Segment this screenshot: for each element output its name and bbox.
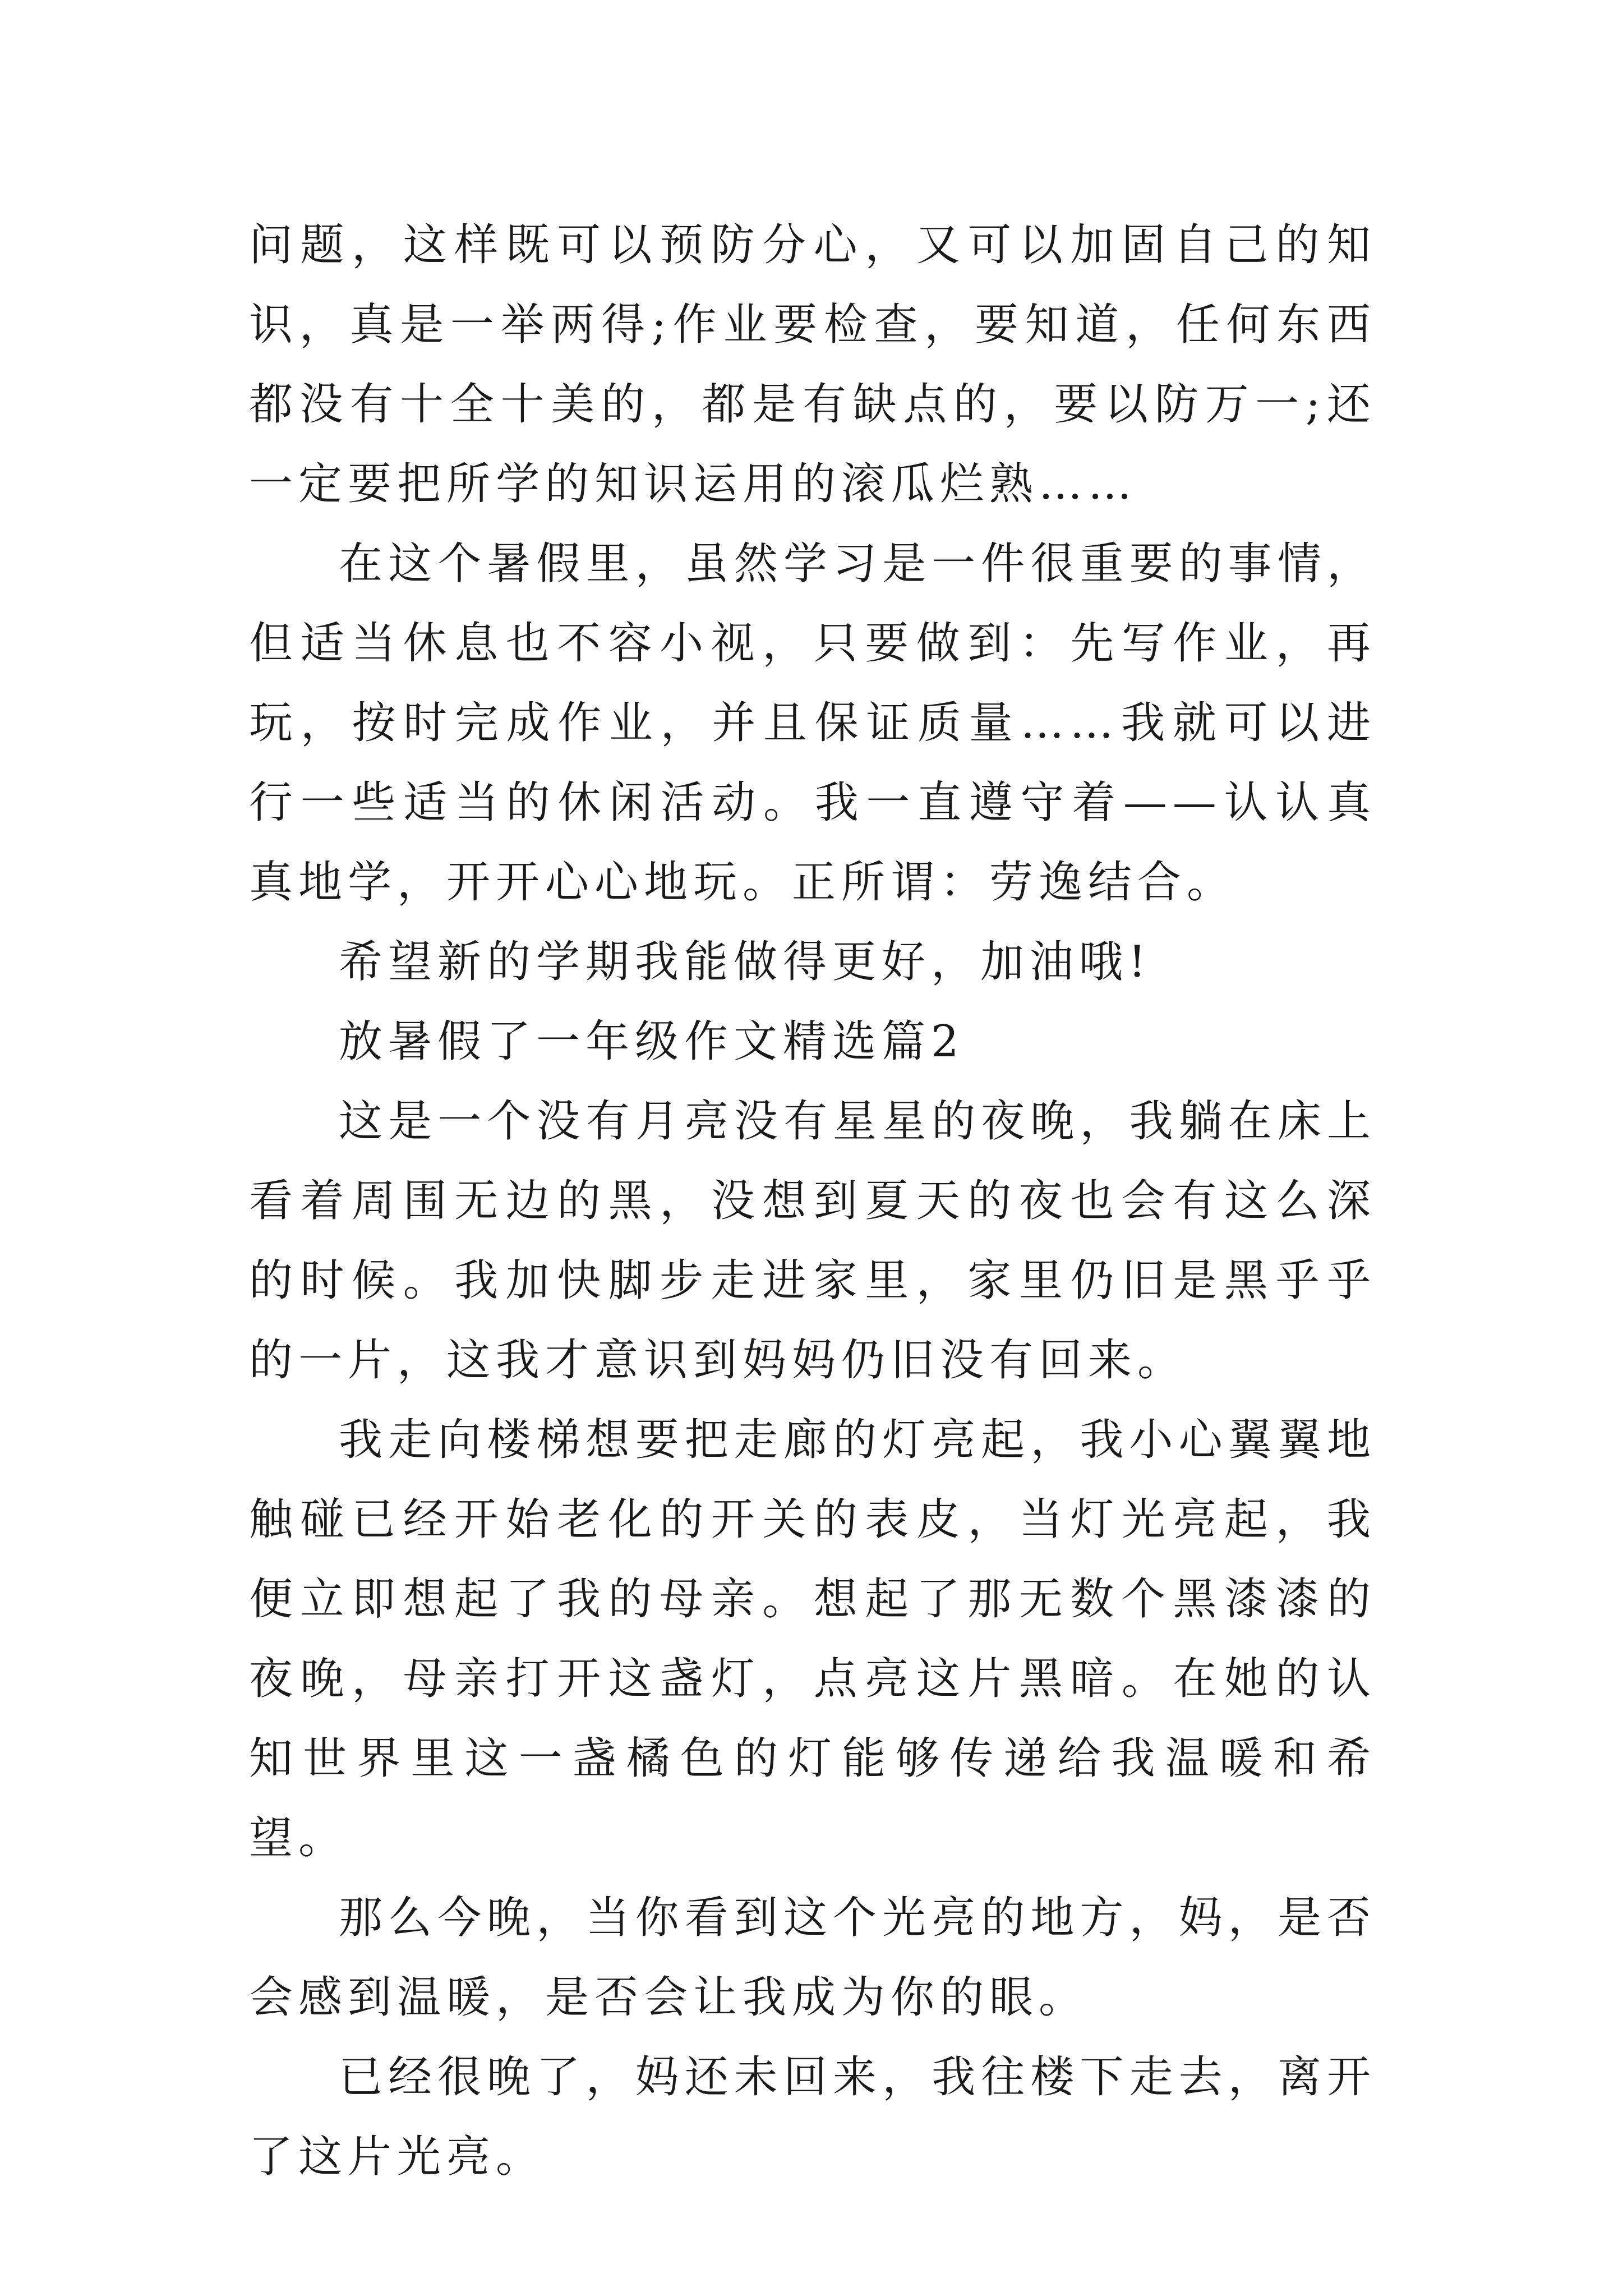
section-heading: 放暑假了一年级作文精选篇2	[339, 1016, 965, 1067]
paragraph-1: 问题，这样既可以预防分心，又可以加固自己的知识，真是一举两得;作业要检查，要知道，任何东西都没有十全十美的，都是有缺点的，要以防万一;还一定要把所学的知识运用的滚瓜烂熟……	[249, 220, 1376, 509]
paragraph-4: 这是一个没有月亮没有星星的夜晚，我躺在床上看着周围无边的黑，没想到夏天的夜也会有这么深的时候。我加快脚步走进家里，家里仍旧是黑乎乎的一片，这我才意识到妈妈仍旧没有回来。	[249, 1096, 1376, 1386]
paragraph-7: 已经很晚了，妈还未回来，我往楼下走去，离开了这片光亮。	[249, 2052, 1376, 2182]
document-body	[249, 205, 1376, 2197]
paragraph-5: 我走向楼梯想要把走廊的灯亮起，我小心翼翼地触碰已经开始老化的开关的表皮，当灯光亮起，我便立即想起了我的母亲。想起了那无数个黑漆漆的夜晚，母亲打开这盏灯，点亮这片黑暗。在她的认知世界里这一盏橘色的灯能够传递给我温暖和希望。	[249, 1415, 1376, 1864]
paragraph-3: 希望新的学期我能做得更好，加油哦!	[339, 937, 1152, 987]
paragraph-6: 那么今晚，当你看到这个光亮的地方，妈，是否会感到温暖，是否会让我成为你的眼。	[249, 1893, 1376, 2023]
paragraph-2: 在这个暑假里，虽然学习是一件很重要的事情，但适当休息也不容小视，只要做到：先写作业，再玩，按时完成作业，并且保证质量……我就可以进行一些适当的休闲活动。我一直遵守着——认认真真地学，开开心心地玩。正所谓：劳逸结合。	[249, 539, 1376, 908]
